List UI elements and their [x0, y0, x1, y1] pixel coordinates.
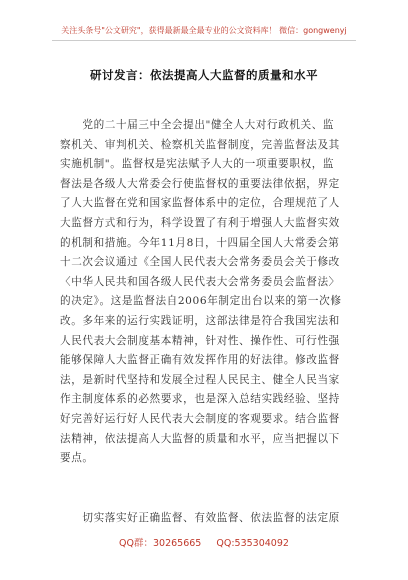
text-line: 要点。	[60, 452, 94, 465]
text-line: 了人大监督在党和国家监督体系中的定位，合理规范了人	[60, 197, 340, 210]
text-line: 的机制和措施。今年11月8日，十四届全国人大常委会第	[60, 236, 340, 249]
text-line: 法，是新时代坚持和发展全过程人民民主、健全人民当家	[60, 373, 340, 386]
text-line: 能够保障人大监督正确有效发挥作用的好法律。修改监督	[60, 354, 340, 367]
text-line: 人民代表大会制度基本精神，针对性、操作性、可行性强	[60, 334, 340, 347]
paragraph-1	[60, 116, 352, 469]
text-line: 作主制度体系的必然要求，也是深入总结实践经验、坚持	[60, 393, 340, 406]
text-line: 好完善好运行好人民代表大会制度的客观要求。结合监督	[60, 412, 340, 425]
text-line: 切实落实好正确监督、有效监督、依法监督的法定原	[60, 512, 340, 524]
paragraph-2	[60, 509, 352, 529]
footer-contact	[0, 535, 408, 549]
header-divider	[52, 40, 356, 41]
text-line: 法精神，依法提高人大监督的质量和水平，应当把握以下	[60, 432, 340, 445]
text-line: 督法是各级人大常委会行使监督权的重要法律依据，界定	[60, 177, 340, 190]
header-banner: 关注头条号"公文研究"，获得最新最全最专业的公文资料库！ 微信：gongwenyj	[61, 26, 347, 35]
text-line: 实施机制"。监督权是宪法赋予人大的一项重要职权，监	[60, 158, 335, 171]
text-line: 察机关、审判机关、检察机关监督制度，完善监督法及其	[60, 138, 340, 151]
footer-qq: QQ:535304092	[216, 538, 289, 549]
footer-qq-group: QQ群：30265665	[119, 538, 202, 549]
document-title: 研讨发言：依法提高人大监督的质量和水平	[90, 68, 318, 82]
text-line: 党的二十届三中全会提出"健全人大对行政机关、监	[60, 119, 335, 131]
text-line: 改。多年来的运行实践证明，这部法律是符合我国宪法和	[60, 314, 340, 327]
text-line: 十二次会议通过《全国人民代表大会常务委员会关于修改	[60, 256, 340, 269]
text-line: 大监督方式和行为，科学设置了有利于增强人大监督实效	[60, 216, 340, 229]
text-line: 的决定》。这是监督法自2006年制定出台以来的第一次修	[60, 295, 342, 308]
text-line: 〈中华人民共和国各级人民代表大会常务委员会监督法〉	[60, 275, 340, 288]
